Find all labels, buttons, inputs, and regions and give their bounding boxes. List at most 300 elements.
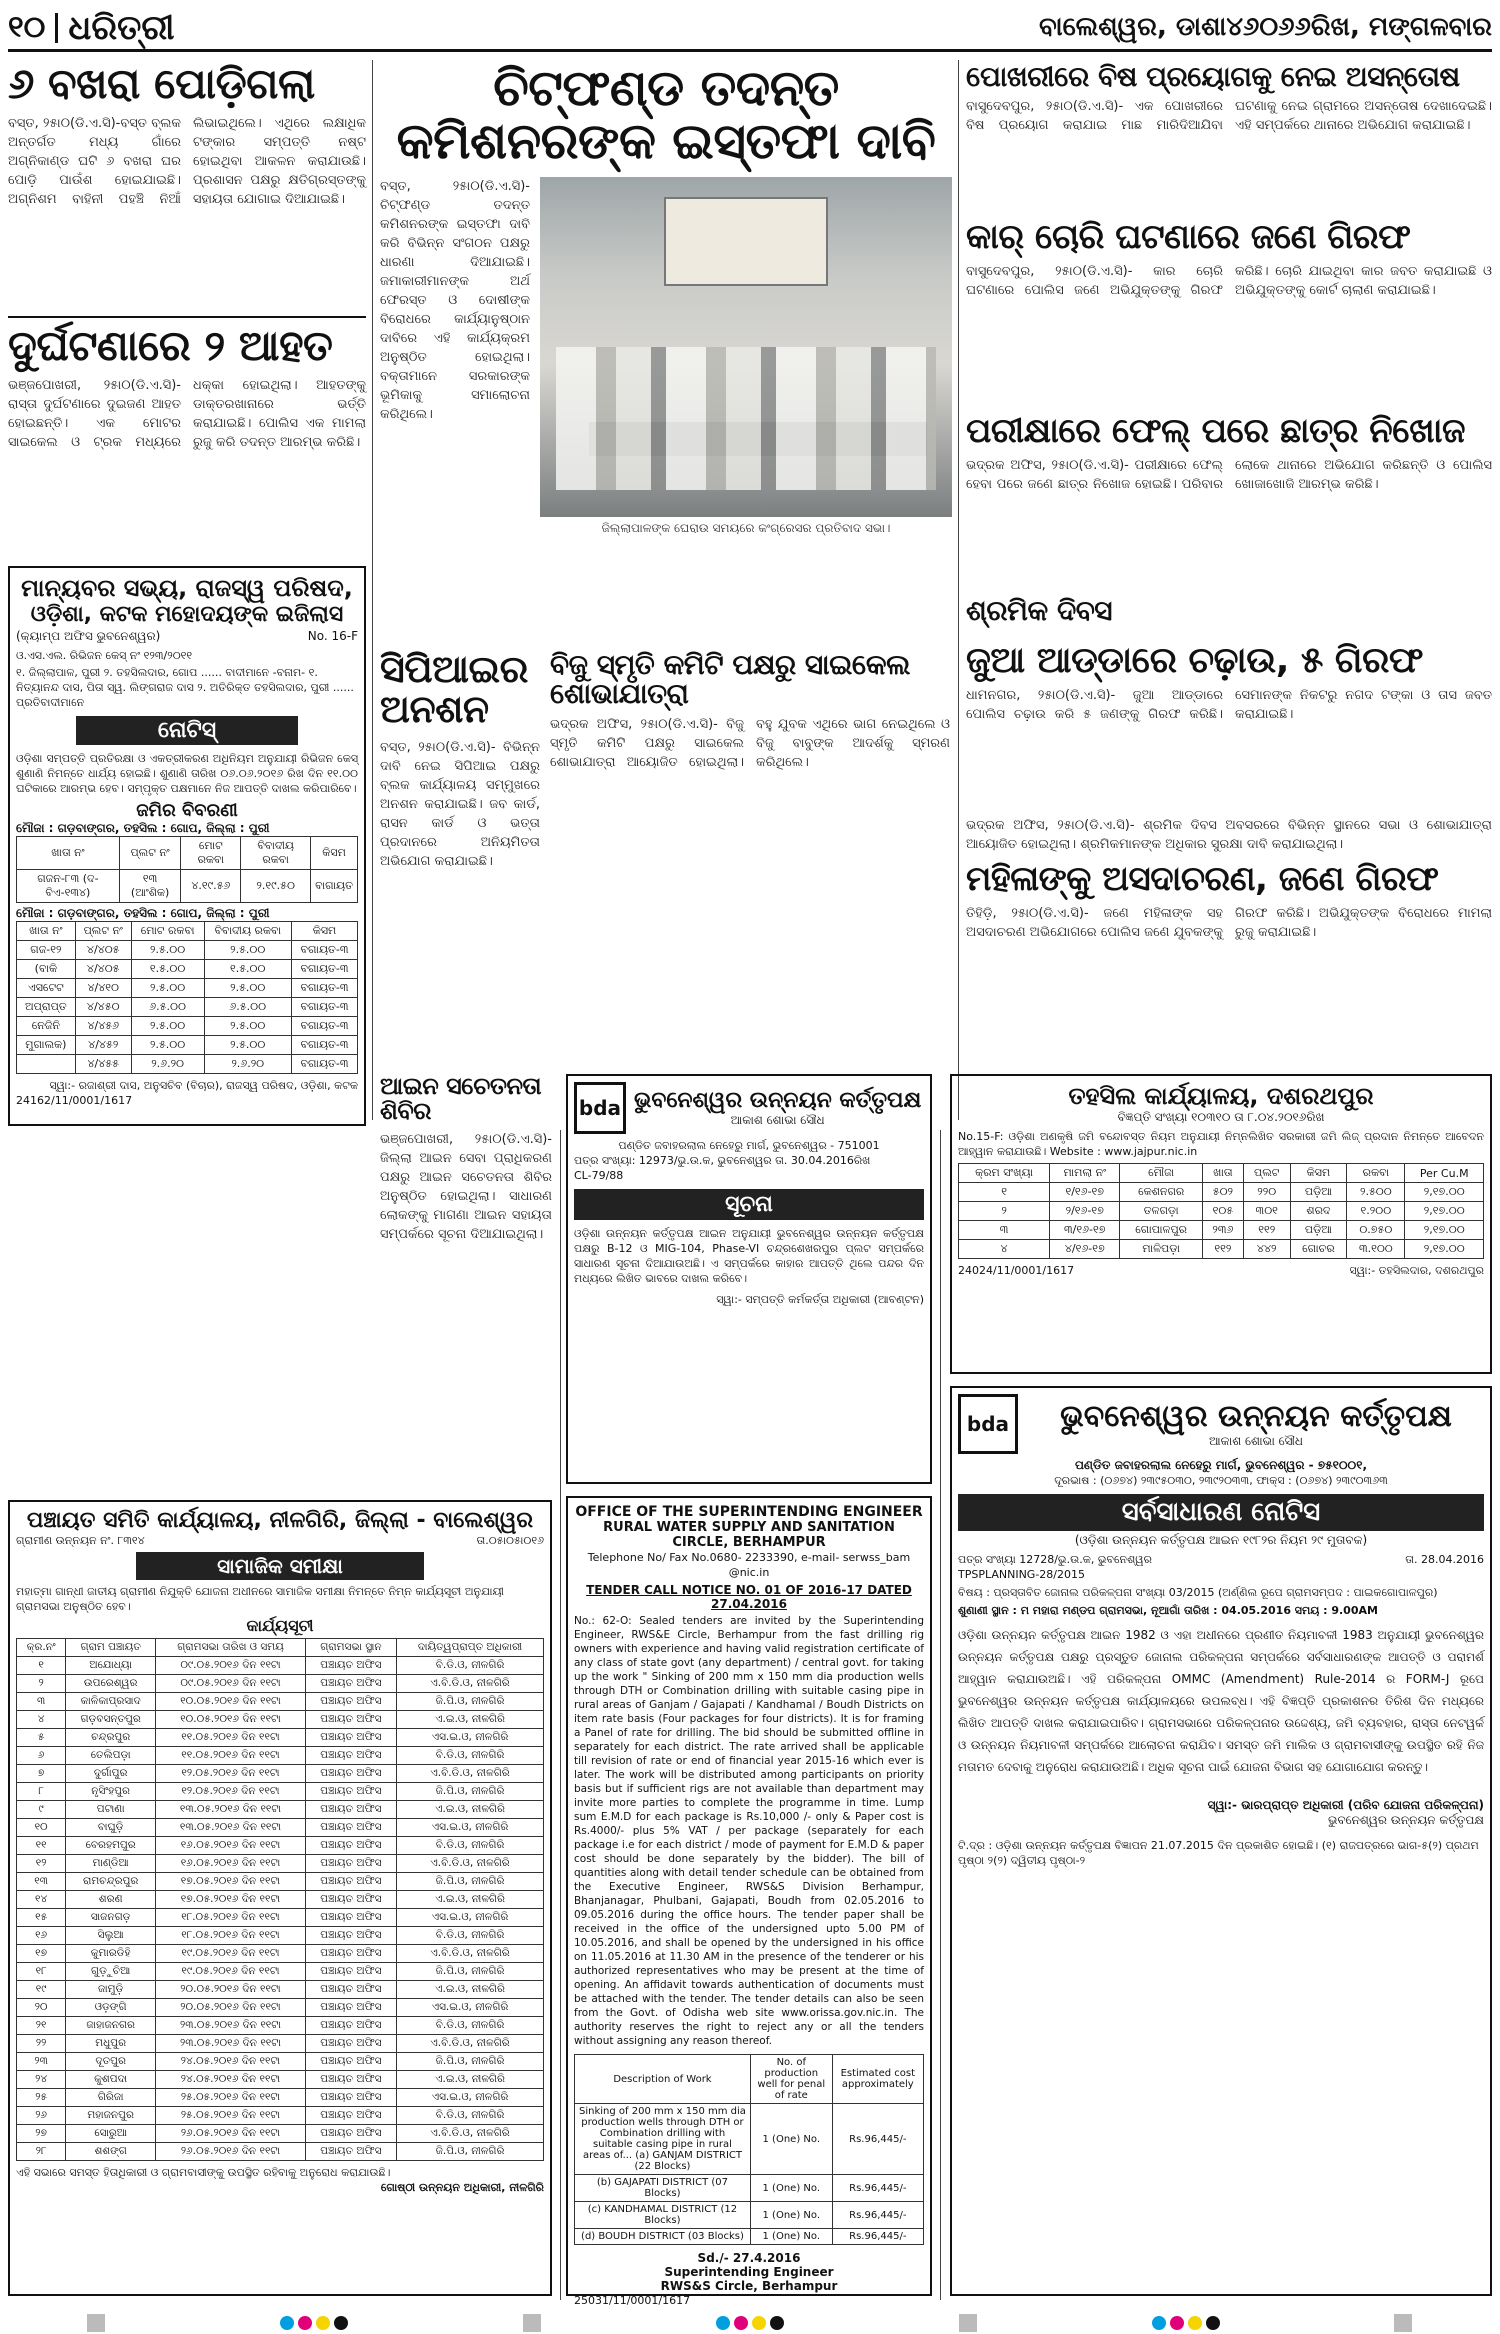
mouza-2: ମୌଜା : ଗଡ଼ବାଙ୍ଗର, ତହସିଲ : ଗୋପ, ଜିଲ୍ଲା : ପୁରୀ [16,906,270,920]
table-row [17,2053,544,2071]
panchayat-meta-right: ତା.୦୫ା୦୫ା୦୧୬ [476,1534,544,1547]
table-cell: ୭ [17,1765,66,1783]
table-cell: ୨୫.୦୫.୨୦୧୬ ଦିନ ୧୧ଟା [156,2089,306,2107]
story-pond-body: ବାସୁଦେବପୁର, ୨୫ା୦(ଡି.ଏ.ସି)- ଏକ ପୋଖରୀରେ ବିଷ ପ୍ରୟୋଗ କରାଯାଇ ମାଛ ମାରିଦିଆଯିବା ଘଟଣାକୁ ନେଇ ଗ୍ରାମରେ ଅସନ୍ତୋଷ ଦେଖାଦେଇଛି। ଏହି ସମ୍ପର୍କରେ ଥାନାରେ ଅଭିଯୋଗ କରାଯାଇଛି। [966,99,1492,134]
rwss-tender [566,1496,932,2307]
revenue-notice-title: ମାନ୍ୟବର ସଭ୍ୟ, ରାଜସ୍ୱ ପରିଷଦ, [21,574,353,602]
table-cell: ପଞ୍ଚାୟତ ଅଫିସ [305,1693,396,1711]
table-row [575,2175,924,2202]
story-gambling-body: ଧାମନଗର, ୨୫ା୦(ଡି.ଏ.ସି)- ଜୁଆ ଆଡ୍ଡାରେ ପୋଲିସ ଚଢ଼ାଉ କରି ୫ ଜଣଙ୍କୁ ଗିରଫ କରିଛି। ସେମାନଙ୍କ ନିକଟରୁ ନଗଦ ଟଙ୍କା ଓ ତାସ ଜବତ କରାଯାଇଛି। [966,687,1492,722]
table-cell: ଏସ.ଇ.ଓ, ନୀଳଗିରି [397,1819,544,1837]
registration-dot [1152,2316,1166,2330]
table-cell: ୨୦.୦୫.୨୦୧୬ ଦିନ ୧୧ଟା [156,1999,306,2017]
table-header: ମୌଜା [1120,1164,1203,1183]
bda-public-logo-icon: bda [958,1394,1018,1454]
story-cpi [380,647,540,1040]
table-cell: Rs.96,445/- [832,2104,923,2175]
table-cell: ୬.୫.୦୦ [131,998,204,1017]
table-cell: ଅପ୍ରାପ୍ତ [17,998,76,1017]
bda-body: ଓଡ଼ିଶା ଉନ୍ନୟନ କର୍ତ୍ତୃପକ୍ଷ ଆଇନ ଅନୁଯାୟୀ ଭୁବନେଶ୍ୱର ଉନ୍ନୟନ କର୍ତ୍ତୃପକ୍ଷ ପକ୍ଷରୁ B-12 ଓ MIG-104, Phase-VI ଚନ୍ଦ୍ରଶେଖରପୁର ପ୍ଲଟ ସମ୍ପର୍କରେ ସାଧାରଣ ସୂଚନା ଦିଆଯାଉଅଛି। ଏ ସମ୍ପର୍କରେ କାହାର ଆପତ୍ତି ଥିଲେ ପନ୍ଦର ଦିନ ମଧ୍ୟରେ ଲିଖିତ ଭାବରେ ଦାଖଲ କରିବେ। [574,1227,924,1285]
table-cell: ୨୩.୦୫.୨୦୧୬ ଦିନ ୧୧ଟା [156,2017,306,2035]
table-row [17,1963,544,1981]
table-header: ଦାୟିତ୍ୱପ୍ରାପ୍ତ ଅଧିକାରୀ [397,1639,544,1657]
table-cell: ୨୮ [17,2143,66,2161]
table-cell: ଏ.ବି.ଡି.ଓ, ନୀଳଗିରି [397,1945,544,1963]
table-row [17,998,358,1017]
table-row [17,2107,544,2125]
bda-public-phone: ଦୂରଭାଷ : (୦୬୭୪) ୨୩୯୫୦୩୦, ୨୩୯୨୦୩୩, ଫାକ୍ସ : (୦୬୭୪) ୨୩୯୦୩୬୩ [1054,1474,1388,1487]
table-cell: ୩ [959,1221,1050,1240]
table-cell: ପଞ୍ଚାୟତ ଅଫିସ [305,1855,396,1873]
story-car-theft-body: ବାସୁଦେବପୁର, ୨୫ା୦(ଡି.ଏ.ସି)- କାର ଚୋରି ଘଟଣାରେ ପୋଲିସ ଜଣେ ଅଭିଯୁକ୍ତଙ୍କୁ ଗିରଫ କରିଛି। ଚୋରି ଯାଇଥିବା କାର ଜବତ କରାଯାଇଛି ଓ ଅଭିଯୁକ୍ତଙ୍କୁ କୋର୍ଟ ଚାଲାଣ କରାଯାଇଛି। [966,263,1492,298]
table-cell: ଗଜନ-୮୩ (ଦ-ବିଏ-୧୩୪) [17,870,120,903]
table-header: ଖାତା ନଂ [17,837,120,870]
table-cell: ୧୦.୦୫.୨୦୧୬ ଦିନ ୧୧ଟା [156,1711,306,1729]
column-divider [958,60,959,1120]
table-cell: ୧୪ [17,1891,66,1909]
table-cell: ୨.୫.୦୦ [204,1036,291,1055]
story-fire-headline: ୬ ବଖରା ପୋଡ଼ିଗଲା [8,59,315,108]
bda-public-letter: ପତ୍ର ସଂଖ୍ୟା 12728/ଭୁ.ଉ.କ, ଭୁବନେଶ୍ୱର [958,1553,1152,1566]
table-header: ରକବା [1347,1164,1405,1183]
table-cell: (d) BOUDH DISTRICT (03 Blocks) [575,2229,751,2245]
table-header: ଗ୍ରାମସଭା ସ୍ଥାନ [305,1639,396,1657]
table-row [17,1981,544,1999]
registration-dot [752,2316,766,2330]
table-cell: ୨୩୬ [1202,1221,1243,1240]
table-row [17,2125,544,2143]
table-cell: ୨୦ [17,1999,66,2017]
table-cell: ୧୦.୦୫.୨୦୧୬ ଦିନ ୧୧ଟା [156,1693,306,1711]
table-cell: ଗିରିଜା [66,2089,156,2107]
table-cell: ବି.ଡି.ଓ, ନୀଳଗିରି [397,1747,544,1765]
table-row [17,1693,544,1711]
bda-public-footnote: ଟି.ଦ୍ର : ଓଡ଼ିଶା ଉନ୍ନୟନ କର୍ତ୍ତୃପକ୍ଷ ବିଜ୍ଞାପନ 21.07.2015 ଦିନ ପ୍ରକାଶିତ ହୋଇଛି। (୧) ରାଜପତ୍ରରେ ଭାଗ-୫(୨) ପ୍ରଥମ ପୃଷ୍ଠା ୨(୨) ଦ୍ୱିତୀୟ ପୃଷ୍ଠା-୨ [958,1839,1479,1867]
story-gambling-headline: ଜୁଆ ଆଡ୍ଡାରେ ଚଢ଼ାଉ, ୫ ଗିରଫ [966,640,1423,681]
table-cell: ୧୫ [17,1909,66,1927]
bda-bar: ସୂଚନା [574,1189,924,1220]
table-row [17,1783,544,1801]
table-cell: ରାମଚନ୍ଦ୍ରପୁର [66,1873,156,1891]
land-table-2 [16,921,358,1074]
panchayat-table [16,1638,544,2161]
story-student [966,411,1492,594]
table-cell: ୧.୫.୦୦ [131,960,204,979]
table-header: ମୋଟ ରକବା [181,837,241,870]
dateline: ବାଲେଶ୍ୱର, ଡାଶା୪୬୦୬୬ରିଖ, ମଙ୍ଗଳବାର [1038,12,1492,42]
table-cell: ବି.ଡି.ଓ, ନୀଳଗିରି [397,1657,544,1675]
lead-body: ବସ୍ତ, ୨୫ା୦(ଡି.ଏ.ସି)- ଚିଟ୍‌ଫଣ୍ଡ ତଦନ୍ତ କମିଶନରଙ୍କ ଇସ୍ତଫା ଦାବି କରି ବିଭିନ୍ନ ସଂଗଠନ ପକ୍ଷରୁ ଧାରଣା ଦିଆଯାଇଛି। ଜମାକାରୀମାନଙ୍କ ଅର୍ଥ ଫେରସ୍ତ ଓ ଦୋଷୀଙ୍କ ବିରୋଧରେ କାର୍ଯ୍ୟାନୁଷ୍ଠାନ ଦାବିରେ ଏହି କାର୍ଯ୍ୟକ୍ରମ ଅନୁଷ୍ଠିତ ହୋଇଥିଲା। ବକ୍ତାମାନେ ସରକାରଙ୍କ ଭୂମିକାକୁ ସମାଲୋଚନା କରିଥିଲେ। [380,179,530,422]
table-cell: ୧୩.୦୫.୨୦୧୬ ଦିନ ୧୧ଟା [156,1819,306,1837]
table-header: କିସମ [1290,1164,1347,1183]
column-divider [372,60,373,1120]
story-fire [8,59,366,312]
table-cell: କୁଶପଦା [66,2071,156,2089]
story-car-theft-headline: କାର୍ ଚୋରି ଘଟଣାରେ ଜଣେ ଗିରଫ [966,217,1411,257]
table-cell: 1 (One) No. [750,2175,832,2202]
table-cell: ଏସ.ଇ.ଓ, ନୀଳଗିରି [397,2089,544,2107]
rwss-title-1: OFFICE OF THE SUPERINTENDING ENGINEER [575,1504,923,1520]
table-cell: ୨.୫.୦୦ [131,979,204,998]
table-cell: ପଞ୍ଚାୟତ ଅଫିସ [305,2035,396,2053]
table-cell: ପଞ୍ଚାୟତ ଅଫିସ [305,1711,396,1729]
table-cell: ୩୦୧ [1243,1202,1290,1221]
table-row [959,1183,1484,1202]
table-cell: ବି.ଡି.ଓ, ନୀଳଗିରି [397,1837,544,1855]
table-cell: ଏ.ବି.ଡି.ଓ, ନୀଳଗିରି [397,2035,544,2053]
table-cell: ୧୭.୦୫.୨୦୧୬ ଦିନ ୧୧ଟା [156,1891,306,1909]
table-cell: ଏ.ଇ.ଓ, ନୀଳଗିରି [397,1981,544,1999]
story-gambling [966,642,1492,812]
table-cell: ୧୮.୦୫.୨୦୧୬ ଦିନ ୧୧ଟା [156,1909,306,1927]
table-cell: ୪/୪୫୦ [75,998,131,1017]
table-cell: ଜାମୁଡ଼ି [66,1981,156,1999]
rwss-contact: Telephone No/ Fax No.0680- 2233390, e-mail- serwss_bam @nic.in [587,1551,911,1579]
table-cell: ୧୧.୦୫.୨୦୧୬ ଦିନ ୧୧ଟା [156,1729,306,1747]
table-cell: ପଡ଼ିଆ [1290,1221,1347,1240]
table-row [17,960,358,979]
bda-public-bar: ସର୍ବସାଧାରଣ ନୋଟିସ [958,1494,1484,1531]
table-cell: ପଞ୍ଚାୟତ ଅଫିସ [305,1873,396,1891]
registration-dot [770,2316,784,2330]
table-cell: ପଞ୍ଚାୟତ ଅଫିସ [305,1981,396,1999]
table-cell: ୨୫.୦୫.୨୦୧୬ ଦିନ ୧୧ଟା [156,2107,306,2125]
print-registration-strip [0,2312,1500,2334]
revenue-notice-label: ନୋଟିସ୍ [76,716,298,745]
rwss-sign-2: Superintending Engineer [664,2265,834,2279]
table-cell: ବଗାୟତ-୩ [291,1017,357,1036]
table-cell: ଜି.ପି.ଓ, ନୀଳଗିରି [397,1873,544,1891]
registration-dot [298,2316,312,2330]
table-row [17,2089,544,2107]
registration-dot [716,2316,730,2330]
story-cpi-headline: ସିପିଆଇର ଅନଶନ [380,647,528,731]
table-cell: ୧୬ [17,1927,66,1945]
table-cell: ୨୬.୦୫.୨୦୧୬ ଦିନ ୧୧ଟା [156,2125,306,2143]
table-cell: ଗୋଚର [1290,1240,1347,1259]
table-cell: Rs.96,445/- [832,2202,923,2229]
table-cell: ଜାହାଜନଗର [66,2017,156,2035]
table-row [575,2202,924,2229]
table-header: କିସମ [311,837,358,870]
table-row [17,1891,544,1909]
table-cell: ୪/୪୫୫ [75,1055,131,1074]
story-student-headline: ପରୀକ୍ଷାରେ ଫେଲ୍ ପରେ ଛାତ୍ର ନିଖୋଜ [966,411,1465,451]
table-cell: 1 (One) No. [750,2229,832,2245]
table-cell: ୩/୧୬-୧୭ [1050,1221,1120,1240]
tahsil-title: ତହସିଲ କାର୍ଯ୍ୟାଳୟ, ଦଶରଥପୁର [1068,1082,1374,1110]
tahsil-notice [950,1074,1492,1374]
table-cell: ୧୧୨ [1243,1221,1290,1240]
table-cell: ଶରଦ [1290,1202,1347,1221]
table-cell: ୪ [959,1240,1050,1259]
table-row [575,2104,924,2175]
table-cell: ଏସ.ଇ.ଓ, ନୀଳଗିରି [397,1729,544,1747]
table-cell: ଏ.ଇ.ଓ, ନୀଳଗିରି [397,2071,544,2089]
table-cell: ଏ.ଇ.ଓ, ନୀଳଗିରି [397,1711,544,1729]
table-cell: ପଞ୍ଚାୟତ ଅଫିସ [305,1909,396,1927]
table-header: Description of Work [575,2055,751,2104]
revenue-notice-no: No. 16-F [307,629,358,643]
registration-mark-icon [959,2314,977,2332]
registration-mark-icon [87,2314,105,2332]
table-cell: ୪/୪୫୬ [75,1017,131,1036]
rwss-title-2: RURAL WATER SUPPLY AND SANITATION CIRCLE, BERHAMPUR [603,1520,895,1550]
table-cell: ୨୨୦ [1243,1183,1290,1202]
panchayat-bar: ସାମାଜିକ ସମୀକ୍ଷା [136,1552,424,1580]
table-cell: ବି.ଡି.ଓ, ନୀଳଗିରି [397,2017,544,2035]
table-cell: ପଞ୍ଚାୟତ ଅଫିସ [305,1963,396,1981]
table-header: Estimated cost approximately [832,2055,923,2104]
table-cell: ପଟାଣା [66,1801,156,1819]
table-cell: ବଗାୟତ-୩ [291,941,357,960]
table-header: ପ୍ଲଟ ନଂ [119,837,181,870]
table-cell: ୨୪.୦୫.୨୦୧୬ ଦିନ ୧୧ଟା [156,2053,306,2071]
table-cell: ଏ.ଇ.ଓ, ନୀଳଗିରି [397,1891,544,1909]
bda-logo-icon: bda [574,1082,626,1134]
table-cell: ୧୩ [17,1873,66,1891]
table-cell: ୦୯.୦୫.୨୦୧୬ ଦିନ ୧୧ଟା [156,1657,306,1675]
tahsil-body: No.15-F: ଓଡ଼ିଶା ଅଣକୃଷି ଜମି ବନ୍ଦୋବସ୍ତ ନିୟମ ଅନୁଯାୟୀ ନିମ୍ନଲିଖିତ ସରକାରୀ ଜମି ଲିଜ୍ ପ୍ରଦାନ ନିମନ୍ତେ ଆବେଦନ ଆହ୍ୱାନ କରାଯାଉଛି। Website : www.jajpur.nic.in [958,1130,1484,1158]
table-row [17,1945,544,1963]
table-cell: ୨,୧୭.୦୦ [1405,1240,1484,1259]
table-cell: ବି.ଡି.ଓ, ନୀଳଗିରି [397,2107,544,2125]
table-header: ବିବାଦୀୟ ରକବା [241,837,311,870]
table-cell: ଏ.ବି.ଡି.ଓ, ନୀଳଗିରି [397,2125,544,2143]
bda-public-notice [950,1386,1492,2296]
rwss-body: No.: 62-O: Sealed tenders are invited by the Superintending Engineer, RWS&E Circle, Berhampur from the fast drilling rig owners with experience and having valid registration certificate of any class of state govt (any department) / central govt. for taking up the work " Sinking of 200 mm x 150 mm dia production wells through DTH or Combination drilling with suitable casing pipe in rural areas of Ganjam / Gajapati / Kandhamal / Boudh Districts on item rate basis (Four packages for four districts). It is for framing a Panel of rate for drilling. The bid should be submitted offline in separately for each district. The rate arrived shall be applicable till revision of rate or end of financial year 2015-16 which ever is later. The work will be distributed among participants on priority basis but if sufficient rigs are not available than department may invite more parties to complete the programme in time. Lump sum E.M.D for each package is Rs.10,000 /- only & Paper cost is Rs.4000/- plus 5% VAT / per package (separately for each package i.e for each district / mode of payment for E.M.D & paper cost should be done separately by the bidder). The bill of quantities along with detail tender schedule can be obtained from the Executive Engineer, RWS&S Division Berhampur, Bhanjanagar, Phulbani, Gajapati, Boudh from 02.05.2016 to 09.05.2016 during the office hours. The tender paper shall be received in the office of the undersigned upto 5.00 PM of 10.05.2016, and shall be opened by the undersigned in his office on 11.05.2016 at 11.30 AM in the presence of the tenderer or his authorized representatives who may be present at the time of opening. An affidavit towards authentication of documents must be attached with the tender. The tender details can also be seen from the Govt. of Odisha web site www.orissa.gov.nic.in. The authority reserves the right to reject any or all the tenders without assigning any reason thereof. [574,1615,924,2047]
table-cell: ୧୦ [17,1819,66,1837]
story-biju-headline: ବିଜୁ ସ୍ମୃତି କମିଟି ପକ୍ଷରୁ ସାଇକେଲ ଶୋଭାଯାତ୍ରା [550,648,910,711]
registration-mark-icon [523,2314,541,2332]
table-cell: ୨୨ [17,2035,66,2053]
story-labour-body: ଭଦ୍ରକ ଅଫିସ, ୨୫ା୦(ଡି.ଏ.ସି)- ଶ୍ରମିକ ଦିବସ ଅବସରରେ ବିଭିନ୍ନ ସ୍ଥାନରେ ସଭା ଓ ଶୋଭାଯାତ୍ରା ଆୟୋଜିତ ହୋଇଥିଲା। ଶ୍ରମିକମାନଙ୍କ ଅଧିକାର ସୁରକ୍ଷା ଦାବି କରାଯାଇଥିଲା। [966,818,1492,852]
table-cell: ୩.୧୦୦ [1347,1240,1405,1259]
table-cell: ମାଳିପଡ଼ା [1120,1240,1203,1259]
table-cell: ଉପରେଶ୍ୱର [66,1675,156,1693]
table-cell: ୪୪୨ [1243,1240,1290,1259]
table-header: ପ୍ଲଟ [1243,1164,1290,1183]
table-cell: ୨,୧୭.୦୦ [1405,1183,1484,1202]
table-cell: ଜି.ପି.ଓ, ନୀଳଗିରି [397,1963,544,1981]
revenue-notice-title-2: ଓଡ଼ିଶା, କଟକ ମହୋଦୟଙ୍କ ଇଜିଲାସ [30,602,344,627]
table-cell: ପଞ୍ଚାୟତ ଅଫିସ [305,2053,396,2071]
table-cell: ୧୯.୦୫.୨୦୧୬ ଦିନ ୧୧ଟା [156,1945,306,1963]
table-cell: ୩ [17,1693,66,1711]
masthead-separator [55,13,58,43]
table-header: କ୍ର.ନଂ [17,1639,66,1657]
table-cell: 1 (One) No. [750,2202,832,2229]
story-student-body: ଭଦ୍ରକ ଅଫିସ, ୨୫ା୦(ଡି.ଏ.ସି)- ପରୀକ୍ଷାରେ ଫେଲ୍ ହେବା ପରେ ଜଣେ ଛାତ୍ର ନିଖୋଜ ହୋଇଛି। ପରିବାର ଲୋକେ ଥାନାରେ ଅଭିଯୋଗ କରିଛନ୍ତି ଓ ପୋଲିସ ଖୋଜାଖୋଜି ଆରମ୍ଭ କରିଛି। [966,457,1492,492]
table-cell: ପଞ୍ଚାୟତ ଅଫିସ [305,1891,396,1909]
panchayat-footer-note: ଏହି ସଭାରେ ସମସ୍ତ ହିତାଧିକାରୀ ଓ ଗ୍ରାମବାସୀଙ୍କୁ ଉପସ୍ଥିତ ରହିବାକୁ ଅନୁରୋଧ କରାଯାଉଛି। [16,2166,391,2179]
table-cell: ୨.୬.୨୦ [204,1055,291,1074]
table-cell: ୧/୧୬-୧୭ [1050,1183,1120,1202]
table-row [17,1765,544,1783]
tahsil-subtitle: ବିଜ୍ଞପ୍ତି ସଂଖ୍ୟା ୧୦୩୧୦ ତା ୮.୦୪.୨୦୧୬ରିଖ [1117,1110,1325,1124]
table-row [17,1801,544,1819]
story-biju-body: ଭଦ୍ରକ ଅଫିସ, ୨୫ା୦(ଡି.ଏ.ସି)- ବିଜୁ ସ୍ମୃତି କମିଟି ପକ୍ଷରୁ ସାଇକେଲ ଶୋଭାଯାତ୍ରା ଆୟୋଜିତ ହୋଇଥିଲା। ବହୁ ଯୁବକ ଏଥିରେ ଭାଗ ନେଇଥିଲେ ଓ ବିଜୁ ବାବୁଙ୍କ ଆଦର୍ଶକୁ ସ୍ମରଣ କରିଥିଲେ। [550,716,950,770]
bda-public-title: ଭୁବନେଶ୍ୱର ଉନ୍ନୟନ କର୍ତ୍ତୃପକ୍ଷ [1060,1399,1452,1434]
table-cell: ୪/୪୫୨ [75,1036,131,1055]
table-cell: ୦.୭୫୦ [1347,1221,1405,1240]
table-row [575,2229,924,2245]
masthead-left [8,8,175,48]
table-row [17,1055,358,1074]
table-cell: ୨.୫୦୦ [1347,1183,1405,1202]
table-cell: ୨୦.୦୫.୨୦୧୬ ଦିନ ୧୧ଟା [156,1981,306,1999]
table-row [17,1729,544,1747]
table-row [17,1036,358,1055]
table-row [17,1017,358,1036]
table-cell: ୨୪ [17,2071,66,2089]
bda-public-body: ଓଡ଼ିଶା ଉନ୍ନୟନ କର୍ତ୍ତୃପକ୍ଷ ଆଇନ 1982 ଓ ଏହା ଅଧୀନରେ ପ୍ରଣୀତ ନିୟମାବଳୀ 1983 ଅନୁଯାୟୀ ଭୁବନେଶ୍ୱର ଉନ୍ନୟନ କର୍ତ୍ତୃପକ୍ଷ ପକ୍ଷରୁ ପ୍ରସ୍ତୁତ ଜୋନାଲ ପରିକଳ୍ପନା ସମ୍ପର୍କରେ ସର୍ବସାଧାରଣଙ୍କ ଆପତ୍ତି ଓ ପରାମର୍ଶ ଆହ୍ୱାନ କରାଯାଉଅଛି। ଏହି ପରିକଳ୍ପନା OMMC (Amendment) Rule-2014 ର FORM-J ରୂପେ ଭୁବନେଶ୍ୱର ଉନ୍ନୟନ କର୍ତ୍ତୃପକ୍ଷ କାର୍ଯ୍ୟାଳୟରେ ଉପଲବ୍ଧ। ଏହି ବିଜ୍ଞପ୍ତି ପ୍ରକାଶନର ତିରିଶ ଦିନ ମଧ୍ୟରେ ଲିଖିତ ଆପତ୍ତି ଦାଖଲ କରାଯାଇପାରିବ। ଗ୍ରାମସଭାରେ ପରିକଳ୍ପନାର ଉଦ୍ଦେଶ୍ୟ, ଜମି ବ୍ୟବହାର, ରାସ୍ତା ନେଟୱର୍କ ଓ ଉନ୍ନୟନ ନିୟମାବଳୀ ସମ୍ପର୍କରେ ଆଲୋଚନା କରାଯିବ। ସମସ୍ତ ଜମି ମାଲିକ ଓ ଗ୍ରାମବାସୀଙ୍କୁ ଉପସ୍ଥିତ ରହି ନିଜ ମତାମତ ଦେବାକୁ ଅନୁରୋଧ କରାଯାଉଅଛି। ଅଧିକ ସୂଚନା ପାଇଁ ଯୋଜନା ବିଭାଗ ସହ ଯୋଗାଯୋଗ କରନ୍ତୁ। [958,1628,1484,1774]
table-cell: ଶଶଙ୍ଗ [66,2143,156,2161]
story-harassment-headline: ମହିଳାଙ୍କୁ ଅସଦାଚରଣ, ଜଣେ ଗିରଫ [966,859,1439,899]
table-cell: ପଞ୍ଚାୟତ ଅଫିସ [305,1729,396,1747]
bda-notice [566,1074,932,1484]
table-cell: ୪ [17,1711,66,1729]
table-cell: ପଞ୍ଚାୟତ ଅଫିସ [305,2017,396,2035]
table-row [17,870,358,903]
bda-letter: ପତ୍ର ସଂଖ୍ୟା: 12973/ଭୁ.ଉ.କ, ଭୁବନେଶ୍ୱର ତା. 30.04.2016ରିଖ [574,1154,871,1167]
lead-story [380,59,952,662]
land-details-title: ଜମିର ବିବରଣୀ [136,800,238,821]
land-table-1 [16,836,358,903]
rwss-sign-1: Sd./- 27.4.2016 [697,2251,801,2265]
masthead [8,6,1492,52]
table-cell: ୨.୫.୦୦ [131,941,204,960]
table-cell: ବଗାୟତ-୩ [291,960,357,979]
table-cell: ପଞ୍ଚାୟତ ଅଫିସ [305,2071,396,2089]
table-cell: କାଳିକାପ୍ରସାଦ [66,1693,156,1711]
table-cell: ୬.୫.୦୦ [204,998,291,1017]
table-header: ଗ୍ରାମ ପଞ୍ଚାୟତ [66,1639,156,1657]
table-cell: ୧୯.୦୫.୨୦୧୬ ଦିନ ୧୧ଟା [156,1963,306,1981]
table-cell: ମାଣ୍ଡିଆ [66,1855,156,1873]
story-pond [966,62,1492,212]
table-header: କ୍ରମ ସଂଖ୍ୟା [959,1164,1050,1183]
table-cell: ୨,୧୭.୦୦ [1405,1202,1484,1221]
table-cell: ସୋରୁଆ [66,2125,156,2143]
table-row [17,1675,544,1693]
table-cell: ୧୧ [17,1837,66,1855]
table-cell: ୧୬.୦୫.୨୦୧୬ ଦିନ ୧୧ଟା [156,1855,306,1873]
table-cell: ୧୨.୦୫.୨୦୧୬ ଦିନ ୧୧ଟା [156,1783,306,1801]
table-cell: ପଞ୍ଚାୟତ ଅଫିସ [305,1999,396,2017]
table-cell: ପଞ୍ଚାୟତ ଅଫିସ [305,1765,396,1783]
table-row [17,1819,544,1837]
table-cell: କେଶନଗର [1120,1183,1203,1202]
tahsil-table [958,1163,1484,1259]
table-row [17,1747,544,1765]
table-cell: ବି.ଡି.ଓ, ନୀଳଗିରି [397,1927,544,1945]
table-cell: ୨.୧୯.୫୦ [241,870,311,903]
story-biju [550,650,950,1040]
table-cell: ତଳଗଡ଼ା [1120,1202,1203,1221]
bda-public-sign-1: ସ୍ୱା:- ଭାରପ୍ରାପ୍ତ ଅଧିକାରୀ (ପରିବ ଯୋଜନା ପରିକଳ୍ପନା) [1207,1798,1484,1812]
table-cell: ପଞ୍ଚାୟତ ଅଫିସ [305,1837,396,1855]
table-cell: ଶରଣ [66,1891,156,1909]
table-cell: Rs.96,445/- [832,2175,923,2202]
paper-name: ଧରିତ୍ରୀ [68,7,175,48]
table-cell: Sinking of 200 mm x 150 mm dia production wells through DTH or Combination drilling with suitable casing pipe in rural areas of... (a) GANJAM DISTRICT (22 Blocks) [575,2104,751,2175]
table-cell: ମଧୁପୁର [66,2035,156,2053]
table-cell: ୨୫ [17,2089,66,2107]
table-cell: ୧୭.୦୫.୨୦୧୬ ଦିନ ୧୧ଟା [156,1873,306,1891]
story-legal-camp-body: ଭଞ୍ଜପୋଖରୀ, ୨୫ା୦(ଡି.ଏ.ସି)- ଜିଲ୍ଲା ଆଇନ ସେବା ପ୍ରାଧିକରଣ ପକ୍ଷରୁ ଆଇନ ସଚେତନତା ଶିବିର ଅନୁଷ୍ଠିତ ହୋଇଥିଲା। ସାଧାରଣ ଲୋକଙ୍କୁ ମାଗଣା ଆଇନ ସହାୟତା ସମ୍ପର୍କରେ ସୂଚନା ଦିଆଯାଇଥିଲା। [380,1132,552,1243]
table-cell: ଚନ୍ଦ୍ରପୁର [66,1729,156,1747]
story-labour [966,596,1492,636]
lead-headline: ଚିଟ୍‌ଫଣ୍ଡ ତଦନ୍ତ କମିଶନରଙ୍କ ଇସ୍ତଫା ଦାବି [396,59,936,170]
photo-banner [664,197,829,285]
table-cell: ବଗାୟତ-୩ [291,998,357,1017]
table-header: ମାମଲା ନଂ [1050,1164,1120,1183]
table-cell: ୪/୪୧୦ [75,979,131,998]
revenue-board-notice [8,566,366,1126]
story-car-theft [966,217,1492,410]
registration-dot [334,2316,348,2330]
table-cell: ଜି.ପି.ଓ, ନୀଳଗିରି [397,1783,544,1801]
story-labour-body-wrap [966,816,1492,860]
table-cell: ୨୭ [17,2125,66,2143]
table-cell: ଗଜ-୧୨ [17,941,76,960]
table-cell: ୪/୪୦୫ [75,960,131,979]
table-cell: ଏସଟେଟ [17,979,76,998]
table-cell: ୧୩ (ଆଂଶିକ) [119,870,181,903]
table-cell: ବେରହମପୁର [66,1837,156,1855]
panchayat-sign: ଗୋଷ୍ଠୀ ଉନ୍ନୟନ ଅଧିକାରୀ, ନୀଳଗିରି [380,2181,544,2194]
registration-dot [1170,2316,1184,2330]
table-cell: ୪/୪୦୫ [75,941,131,960]
table-cell: ବାଘୁଡ଼ି [66,1819,156,1837]
story-cpi-body: ବସ୍ତ, ୨୫ା୦(ଡି.ଏ.ସି)- ବିଭିନ୍ନ ଦାବି ନେଇ ସିପିଆଇ ପକ୍ଷରୁ ବ୍ଲକ କାର୍ଯ୍ୟାଳୟ ସମ୍ମୁଖରେ ଅନଶନ କରାଯାଇଛି। ଜବ କାର୍ଡ, ରାସନ କାର୍ଡ ଓ ଭତ୍ତା ପ୍ରଦାନରେ ଅନିୟମିତତା ଅଭିଯୋଗ କରାଯାଇଛି। [380,739,540,869]
table-row [17,2071,544,2089]
table-row [17,1999,544,2017]
story-fire-body: ବସ୍ତ, ୨୫ା୦(ଡି.ଏ.ସି)-ବସ୍ତ ବ୍ଲକ ଅନ୍ତର୍ଗତ ମଧ୍ୟ ଗାଁରେ ଅଗ୍ନିକାଣ୍ଡ ଘଟି ୬ ବଖରା ଘର ପୋଡ଼ି ପାଉଁଶ ହୋଇଯାଇଛି। ଅଗ୍ନିଶମ ବାହିନୀ ପହଞ୍ଚି ନିଆଁ ଲିଭାଇଥିଲେ। ଏଥିରେ ଲକ୍ଷାଧିକ ଟଙ୍କାର ସମ୍ପତ୍ତି ନଷ୍ଟ ହୋଇଥିବା ଆକଳନ କରାଯାଉଛି। ପ୍ରଶାସନ ପକ୍ଷରୁ କ୍ଷତିଗ୍ରସ୍ତଙ୍କୁ ସହାୟତା ଯୋଗାଇ ଦିଆଯାଇଛି। [8,116,366,208]
table-cell: ୧୬.୦୫.୨୦୧୬ ଦିନ ୧୧ଟା [156,1837,306,1855]
mouza-1: ମୌଜା : ଗଡ଼ବାଙ୍ଗର, ତହସିଲ : ଗୋପ, ଜିଲ୍ଲା : ପୁରୀ [16,821,270,835]
table-header: Per Cu.M [1405,1164,1484,1183]
table-cell: ଦୂତପୁର [66,2053,156,2071]
panchayat-notice [8,1500,552,2296]
table-cell: ୧୮ [17,1963,66,1981]
bda-public-subject: ବିଷୟ : ପ୍ରସ୍ତାବିତ ଜୋନାଲ ପରିକଳ୍ପନା ସଂଖ୍ୟା 03/2015 (ଅର୍ଣ୍ଣିଲ ରୂପେ ଗ୍ରାମସମ୍ପଦ : ପାଇକଗୋପାଳପୁର) [958,1586,1438,1599]
table-cell: ୨୬ [17,2107,66,2125]
table-cell: ପଞ୍ଚାୟତ ଅଫିସ [305,2107,396,2125]
lead-photo-caption: ଜିଲ୍ଲାପାଳଙ୍କ ଘେରାଉ ସମୟରେ କଂଗ୍ରେସର ପ୍ରତିବାଦ ସଭା। [601,521,891,535]
revenue-notice-code: 24162/11/0001/1617 [16,1094,133,1107]
table-row [17,2017,544,2035]
table-row [17,1855,544,1873]
table-cell: ଗୋପାଳପୁର [1120,1221,1203,1240]
registration-dot [280,2316,294,2330]
table-header: ଗ୍ରାମସଭା ତାରିଖ ଓ ସମୟ [156,1639,306,1657]
table-cell: 1 (One) No. [750,2104,832,2175]
table-header: ପ୍ଲଟ ନଂ [75,922,131,941]
page-number: ୧୦ [8,10,46,45]
revenue-notice-case: ଓ.ଏସ.ଏଲ. ରିଭିଜନ କେସ୍ ନଂ ୧୨୩/୨୦୧୧ [16,649,193,662]
table-cell: ଏସ.ଇ.ଓ, ନୀଳଗିରି [397,1909,544,1927]
table-cell: ଏ.ଇ.ଓ, ନୀଳଗିରି [397,1801,544,1819]
table-cell: ୧୦୫ [1202,1202,1243,1221]
table-row [959,1240,1484,1259]
table-row [17,1657,544,1675]
bda-address: ପଣ୍ଡିତ ଜବାହରଲାଲ ନେହେରୁ ମାର୍ଗ, ଭୁବନେଶ୍ୱର - 751001 [618,1139,880,1152]
photo-people [556,347,935,490]
table-cell: ୨୪.୦୫.୨୦୧୬ ଦିନ ୧୧ଟା [156,2071,306,2089]
registration-mark-icon [1394,2314,1412,2332]
